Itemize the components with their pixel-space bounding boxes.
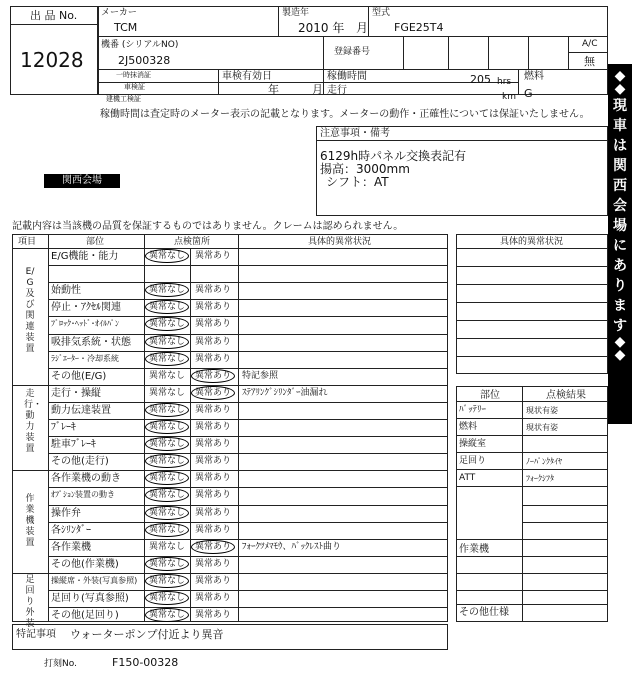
check-normal: 異常なし — [149, 507, 186, 518]
detail-right-header: 具体的異常状況 — [500, 237, 564, 247]
ac-value: 無 — [584, 55, 595, 68]
check-abnormal: 異常あり — [195, 541, 232, 552]
part-label: E/G機能・能力 — [51, 251, 119, 262]
check-abnormal: 異常あり — [195, 302, 232, 313]
hours-disclaimer: 稼働時間は査定時のメーター表示の記載となります。メーターの動作・正確性については保証いたしません。 — [100, 109, 590, 120]
result-part: ATT — [459, 473, 476, 483]
abnormal-detail: 特記参照 — [242, 370, 279, 381]
special-text: ウォーターポンプ付近より異音 — [70, 628, 224, 641]
results-header-part: 部位 — [480, 390, 500, 401]
group-label: E/G及び関連装置 — [25, 266, 35, 354]
fuel-label: 燃料 — [524, 71, 544, 82]
check-normal: 異常なし — [149, 404, 186, 415]
result-value: ﾌｫｰｸｼﾌﾀ — [526, 474, 554, 483]
result-value: ﾉｰﾊﾟﾝｸﾀｲﾔ — [526, 457, 562, 466]
serial-value: 2J500328 — [118, 54, 171, 67]
result-part: 足回り — [459, 456, 487, 466]
check-abnormal: 異常あり — [195, 575, 232, 586]
selection-circle — [145, 557, 189, 571]
side-banner-char: は — [613, 138, 627, 154]
check-abnormal: 異常あり — [195, 353, 232, 364]
notes-line-2: 揚高：3000mm — [320, 162, 410, 176]
result-part: 操縦室 — [459, 439, 487, 449]
side-banner-char: 現 — [613, 98, 627, 114]
side-banner-char: に — [613, 238, 627, 254]
results-work-label: 作業機 — [459, 544, 489, 555]
selection-circle — [191, 386, 235, 400]
quality-disclaimer: 記載内容は当該機の品質を保証するものではありません。クレームは認められません。 — [12, 221, 404, 232]
year-label: 製造年 — [282, 8, 310, 18]
part-label: その他(E/G) — [51, 370, 107, 382]
side-banner-char: 西 — [613, 178, 627, 194]
check-abnormal: 異常あり — [195, 422, 232, 432]
fuel-value: G — [524, 87, 533, 100]
check-normal: 異常なし — [149, 387, 186, 398]
year-value: 2010 年 — [298, 21, 345, 35]
check-normal: 異常なし — [149, 456, 186, 467]
model-label: 型式 — [372, 8, 391, 18]
check-normal: 異常なし — [149, 353, 186, 364]
header-check: 点検箇所 — [174, 237, 211, 247]
selection-circle — [145, 591, 189, 605]
notes-line-3: シフト：AT — [326, 175, 389, 189]
check-abnormal: 異常あり — [195, 387, 232, 398]
check-normal: 異常なし — [149, 251, 186, 261]
header-part: 部位 — [86, 237, 105, 247]
part-label: 各作業機の動き — [51, 473, 121, 485]
check-normal: 異常なし — [149, 558, 186, 569]
selection-circle — [145, 523, 189, 537]
part-label: 足回り(写真参照) — [51, 593, 129, 604]
result-part: ﾊﾞｯﾃﾘｰ — [459, 405, 487, 415]
check-normal: 異常なし — [149, 439, 186, 450]
result-value: 現状有姿 — [526, 406, 558, 415]
part-label: 始動性 — [51, 285, 81, 297]
run-label: 走行 — [327, 85, 347, 96]
group-label: 走行・動力装置 — [24, 389, 43, 455]
results-box — [456, 386, 608, 622]
side-banner-char: ◆ — [614, 81, 626, 97]
check-abnormal: 異常あり — [195, 251, 232, 261]
check-abnormal: 異常あり — [195, 404, 232, 415]
part-label: その他(走行) — [51, 456, 109, 468]
abnormal-detail: ｽﾃｱﾘﾝｸﾞｼﾘﾝﾀﾞｰ油漏れ — [242, 387, 328, 398]
check-abnormal: 異常あり — [195, 285, 232, 296]
part-label: ﾗｼﾞｴｰﾀｰ・冷却系統 — [51, 353, 119, 363]
part-label: 駐車ﾌﾞﾚｰｷ — [51, 439, 96, 451]
check-abnormal: 異常あり — [195, 439, 232, 450]
check-abnormal: 異常あり — [195, 593, 232, 603]
side-banner-char: ◆ — [614, 334, 626, 350]
results-header-result: 点検結果 — [546, 390, 586, 401]
side-banner-char: あ — [613, 258, 627, 274]
check-abnormal: 異常あり — [195, 610, 232, 621]
check-normal: 異常なし — [149, 285, 186, 296]
selection-circle — [145, 249, 189, 263]
check-abnormal: 異常あり — [195, 336, 232, 347]
part-label: 操作弁 — [51, 507, 81, 519]
check-normal: 異常なし — [149, 422, 186, 432]
part-label: 各作業機 — [51, 541, 91, 553]
maker-label: メーカー — [101, 8, 137, 18]
part-label: 操縦席・外装(写真参照) — [51, 575, 138, 585]
selection-circle — [191, 369, 235, 383]
venue-badge: 関西会場 — [44, 174, 120, 188]
group-label: 作業機装置 — [25, 494, 35, 549]
side-banner-char: ◆ — [614, 347, 626, 363]
check-normal: 異常なし — [149, 473, 186, 484]
check-abnormal: 異常あり — [195, 473, 232, 484]
check-abnormal: 異常あり — [195, 456, 232, 467]
check-abnormal: 異常あり — [195, 524, 232, 535]
part-label: ﾌﾞﾛｯｸ･ﾍｯﾄﾞ･ｵｲﾙﾊﾟﾝ — [51, 319, 119, 329]
part-label: ﾌﾞﾚｰｷ — [51, 422, 76, 433]
check-normal: 異常なし — [149, 575, 186, 586]
selection-circle — [145, 437, 189, 451]
side-banner-char: 場 — [613, 218, 627, 234]
hours-unit: hrs — [497, 77, 512, 87]
reg-label: 登録番号 — [334, 47, 371, 57]
part-label: 各ｼﾘﾝﾀﾞｰ — [51, 524, 91, 536]
check-normal: 異常なし — [149, 336, 186, 347]
side-banner-char: す — [613, 318, 627, 334]
permit-2: 車検証 — [124, 83, 145, 91]
check-abnormal: 異常あり — [195, 490, 232, 501]
group-label: 足回り外装 — [25, 574, 35, 629]
selection-circle — [145, 420, 189, 434]
side-banner-char: 車 — [613, 118, 627, 134]
lot-label: 出 品 No. — [30, 9, 78, 22]
stamp-value: F150-00328 — [112, 656, 179, 669]
result-value: 現状有姿 — [526, 423, 558, 432]
check-normal: 異常なし — [149, 490, 186, 501]
detail-right-box — [456, 234, 608, 374]
side-banner-char: り — [613, 278, 627, 294]
check-normal: 異常なし — [149, 370, 186, 381]
check-abnormal: 異常あり — [195, 319, 232, 330]
inspection-label: 車検有効日 — [222, 71, 272, 82]
hours-label: 稼働時間 — [327, 71, 367, 82]
part-label: ｵﾌﾟｼｮﾝ装置の動き — [51, 490, 115, 500]
maker-value: TCM — [114, 21, 138, 34]
header-item: 項目 — [18, 237, 37, 247]
side-banner-char: ま — [613, 298, 627, 314]
lot-number: 12028 — [20, 48, 84, 72]
part-label: 走行・操縦 — [51, 387, 101, 399]
header-detail: 具体的異常状況 — [308, 237, 372, 247]
stamp-label: 打刻No. — [44, 659, 77, 669]
part-label: その他(足回り) — [51, 610, 119, 622]
selection-circle — [191, 540, 235, 554]
check-normal: 異常なし — [149, 524, 186, 535]
part-label: 吸排気系統・状態 — [51, 336, 131, 348]
model-value: FGE25T4 — [394, 21, 444, 34]
check-normal: 異常なし — [149, 593, 186, 603]
selection-circle — [145, 335, 189, 349]
permit-3: 建機工検証 — [106, 95, 141, 103]
inspection-month-unit: 月 — [312, 83, 323, 96]
month-unit: 月 — [356, 21, 369, 35]
part-label: 動力伝達装置 — [51, 404, 111, 416]
selection-circle — [145, 403, 189, 417]
check-normal: 異常なし — [149, 302, 186, 313]
check-normal: 異常なし — [149, 610, 186, 621]
part-label: 停止・ｱｸｾﾙ関連 — [51, 302, 121, 314]
notes-line-1: 6129h時パネル交換表記有 — [320, 149, 467, 163]
selection-circle — [145, 574, 189, 588]
check-abnormal: 異常あり — [195, 507, 232, 518]
check-abnormal: 異常あり — [195, 370, 232, 381]
notes-label: 注意事項・備考 — [320, 128, 390, 139]
inspection-year-unit: 年 — [268, 83, 279, 96]
selection-circle — [145, 608, 189, 622]
check-normal: 異常なし — [149, 541, 186, 552]
results-other-label: その他仕様 — [459, 607, 509, 618]
check-normal: 異常なし — [149, 319, 186, 330]
permit-1: 一時抹消証 — [116, 71, 151, 79]
selection-circle — [145, 506, 189, 520]
special-label: 特記事項 — [16, 629, 56, 640]
side-banner-char: 会 — [613, 198, 627, 214]
side-banner-char: ◆ — [614, 68, 626, 84]
selection-circle — [145, 352, 189, 366]
result-part: 燃料 — [459, 422, 478, 432]
side-banner — [608, 64, 632, 424]
side-banner-char: 関 — [613, 158, 627, 174]
check-abnormal: 異常あり — [195, 558, 232, 569]
part-label: その他(作業機) — [51, 558, 119, 570]
abnormal-detail: ﾌｫｰｸﾂﾒﾏﾓｳ、ﾊﾞｯｸﾚｽﾄ曲り — [242, 541, 342, 552]
ac-label: A/C — [582, 39, 598, 49]
serial-label: 機番 (シリアルNO) — [101, 40, 179, 50]
km-unit: km — [502, 92, 516, 102]
hours-value: 205 — [470, 73, 491, 86]
